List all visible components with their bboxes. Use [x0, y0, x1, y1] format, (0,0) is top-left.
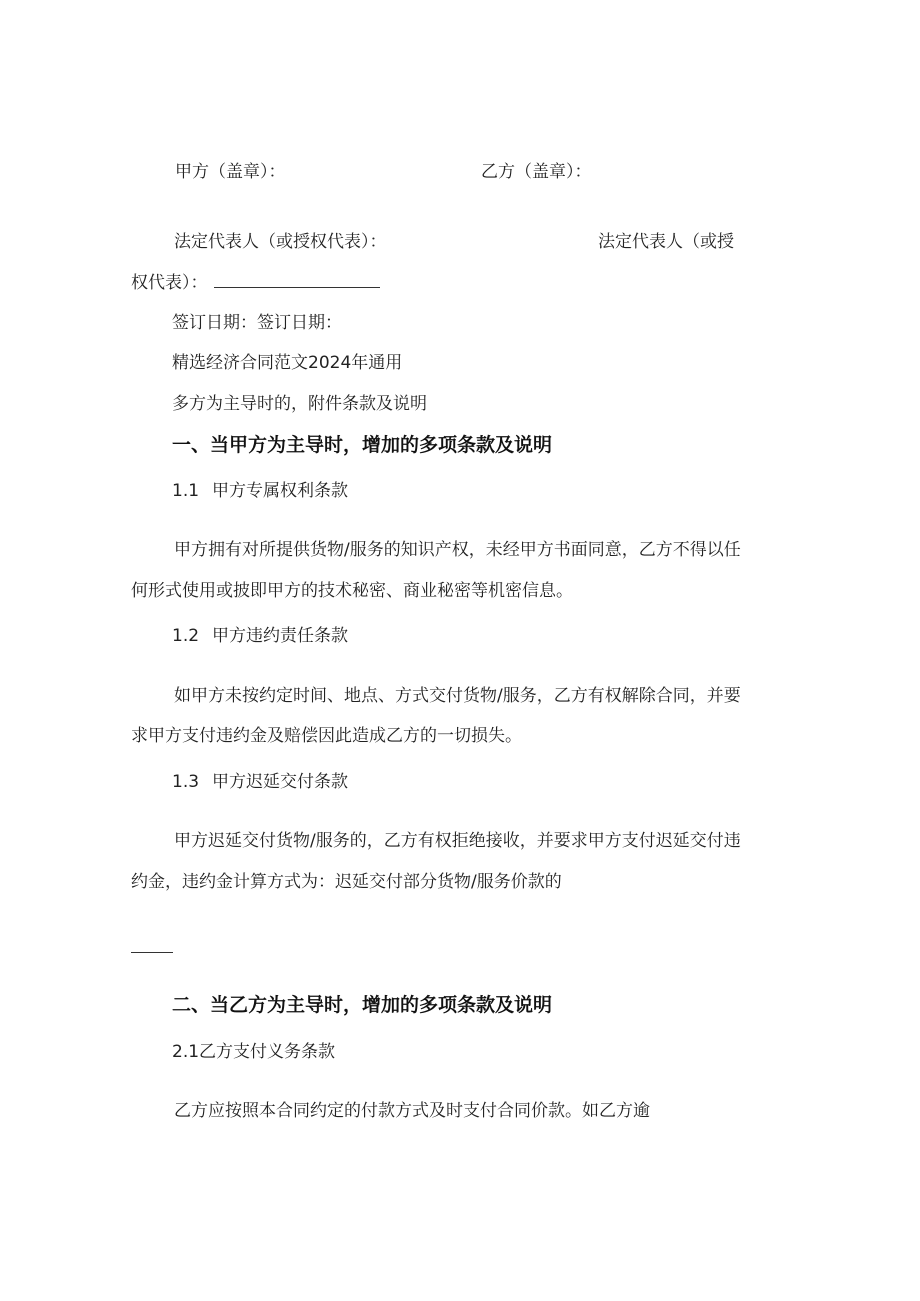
clause-1-1-title: 甲方专属权利条款	[212, 481, 348, 501]
clause-1-2-heading	[172, 624, 348, 648]
clause-1-3-heading	[172, 770, 348, 794]
document-title: 精选经济合同范文2024年通用	[172, 353, 403, 373]
clause-1-3-body-line-2: 约金，违约金计算方式为：迟延交付部分货物/服务价款的	[131, 872, 562, 892]
clause-1-2-body-line-2: 求甲方支付违约金及赔偿因此造成乙方的一切损失。	[131, 726, 522, 746]
section-2-heading: 二、当乙方为主导时，增加的多项条款及说明	[172, 994, 553, 1016]
clause-1-1-number: 1.1	[172, 481, 200, 501]
party-b-seal-label: 乙方（盖章）：	[481, 162, 592, 182]
clause-1-1-body-line-2: 何形式使用或披即甲方的技术秘密、商业秘密等机密信息。	[131, 581, 573, 601]
party-a-representative-label: 法定代表人（或授权代表）：	[174, 232, 387, 252]
clause-1-3-title: 甲方迟延交付条款	[212, 772, 348, 792]
clause-1-2-title: 甲方违约责任条款	[212, 626, 348, 646]
document-intro: 多方为主导时的，附件条款及说明	[172, 394, 427, 414]
sign-date-label: 签订日期：签订日期：	[172, 313, 342, 333]
clause-1-1-heading	[172, 479, 348, 503]
clause-1-3-number: 1.3	[172, 772, 200, 792]
clause-2-1-heading: 2.1乙方支付义务条款	[172, 1042, 336, 1062]
clause-1-2-number: 1.2	[172, 626, 200, 646]
party-b-representative-label-cont: 权代表）：	[131, 273, 208, 293]
party-b-representative-label: 法定代表人（或授	[598, 232, 734, 252]
section-1-heading: 一、当甲方为主导时，增加的多项条款及说明	[172, 434, 553, 456]
clause-1-1-body-line-1: 甲方拥有对所提供货物/服务的知识产权，未经甲方书面同意，乙方不得以任	[174, 540, 741, 560]
party-b-representative-continued	[131, 270, 380, 295]
clause-2-1-body-line-1: 乙方应按照本合同约定的付款方式及时支付合同价款。如乙方逾	[174, 1101, 650, 1121]
signature-blank-line	[214, 270, 380, 288]
fill-in-blank-line	[131, 952, 173, 953]
party-a-seal-label: 甲方（盖章）：	[175, 162, 286, 182]
clause-1-2-body-line-1: 如甲方未按约定时间、地点、方式交付货物/服务，乙方有权解除合同，并要	[174, 686, 741, 706]
clause-1-3-body-line-1: 甲方迟延交付货物/服务的，乙方有权拒绝接收，并要求甲方支付迟延交付违	[174, 831, 741, 851]
